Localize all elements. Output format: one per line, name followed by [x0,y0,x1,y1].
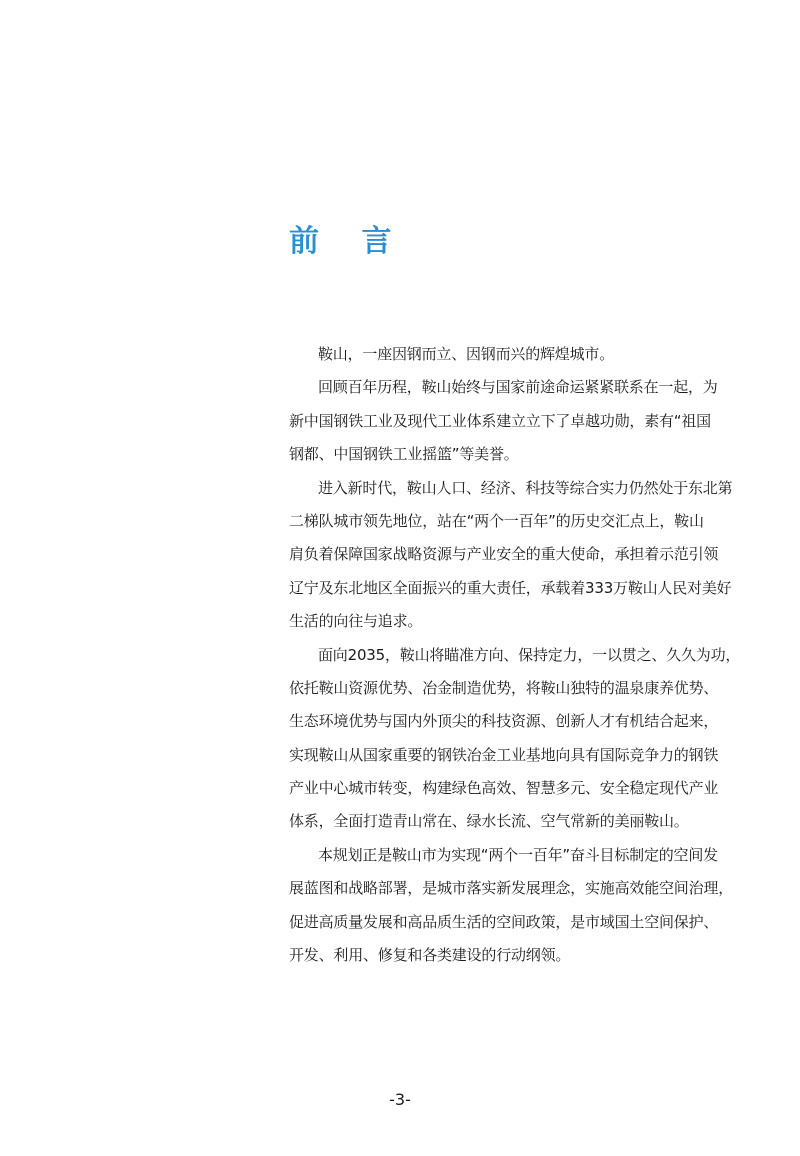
paragraph-line: 体系，全面打造青山常在、绿水长流、空气常新的美丽鞍山。 [289,812,689,831]
paragraph-line: 鞍山，一座因钢而立、因钢而兴的辉煌城市。 [318,345,615,363]
paragraph-line: 二梯队城市领先地位，站在“两个一百年”的历史交汇点上，鞍山 [289,511,704,530]
paragraph-line: 新中国钢铁工业及现代工业体系建立立下了卓越功勋，素有“祖国 [289,411,711,430]
paragraph-line: 实现鞍山从国家重要的钢铁冶金工业基地向具有国际竞争力的钢铁 [289,745,719,764]
page-number: -3- [389,1090,411,1109]
paragraph-line: 辽宁及东北地区全面振兴的重大责任，承载着333万鞍山人民对美好 [289,578,732,597]
paragraph-line: 回顾百年历程，鞍山始终与国家前途命运紧紧联系在一起，为 [318,378,718,397]
paragraph-line: 肩负着保障国家战略资源与产业安全的重大使命，承担着示范引领 [289,545,719,564]
paragraph-line: 本规划正是鞍山市为实现“两个一百年”奋斗目标制定的空间发 [318,845,718,864]
paragraph-line: 促进高质量发展和高品质生活的空间政策，是市域国土空间保护、 [289,912,719,931]
paragraph-line: 开发、利用、修复和各类建设的行动纲领。 [289,946,571,965]
paragraph-line: 展蓝图和战略部署，是城市落实新发展理念，实施高效能空间治理， [289,879,734,898]
paragraph-line: 生活的向往与追求。 [289,612,423,631]
paragraph-line: 生态环境优势与国内外顶尖的科技资源、创新人才有机结合起来， [289,712,719,731]
paragraph-line: 面向2035，鞍山将瞄准方向、保持定力，一以贯之、久久为功， [318,645,741,664]
paragraph-line: 进入新时代，鞍山人口、经济、科技等综合实力仍然处于东北第 [318,478,733,497]
page-title: 前 言 [289,224,408,259]
paragraph-line: 钢都、中国钢铁工业摇篮”等美誉。 [289,445,519,464]
preface-body [289,338,749,972]
paragraph-line: 依托鞍山资源优势、冶金制造优势，将鞍山独特的温泉康养优势、 [289,678,719,697]
paragraph-line: 产业中心城市转变，构建绿色高效、智慧多元、安全稳定现代产业 [289,779,719,798]
